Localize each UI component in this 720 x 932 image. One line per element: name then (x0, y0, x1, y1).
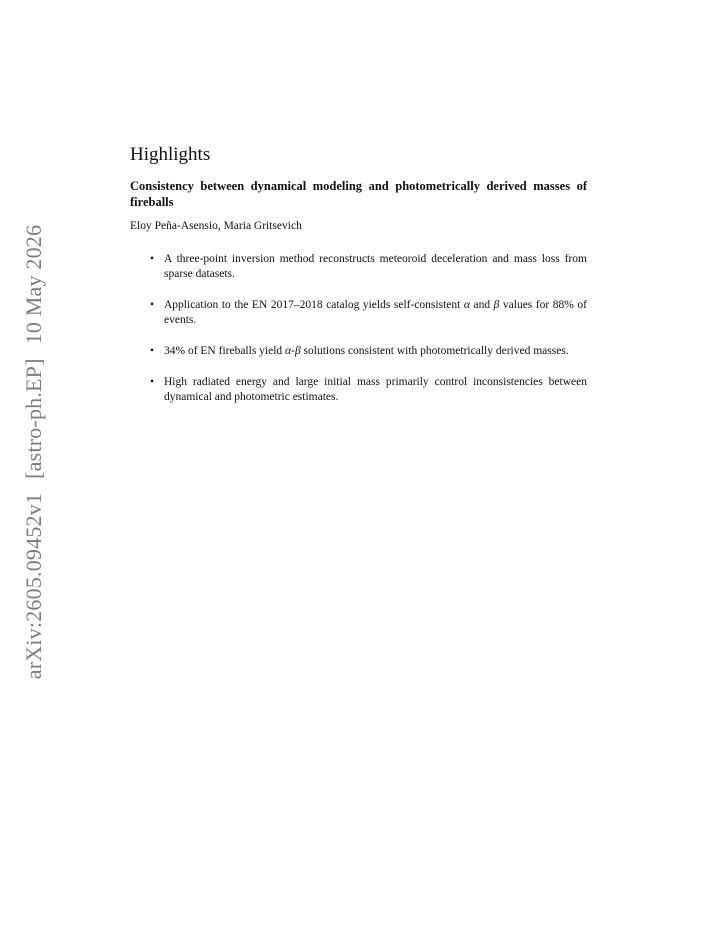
arxiv-side-stamp (21, 225, 47, 679)
highlight-item (150, 375, 587, 405)
paper-authors: Eloy Peña-Asensio, Maria Gritsevich (130, 220, 302, 232)
highlight-text-part: solutions consistent with photometrically derived masses. (300, 345, 569, 357)
highlight-text: High radiated energy and large initial mass primarily control inconsistencies between dynamical and photometric estimates. (164, 376, 587, 403)
highlight-text-part: Application to the EN 2017–2018 catalog yields self-consistent (164, 299, 464, 311)
arxiv-category: [astro-ph.EP] (21, 358, 46, 479)
highlight-text-part: and (469, 299, 494, 311)
beta-symbol: β (294, 345, 301, 357)
highlight-item (150, 298, 588, 328)
highlight-item (150, 252, 587, 282)
highlight-text-part: 34% of EN fireballs yield (164, 345, 286, 357)
beta-symbol: β (493, 299, 500, 311)
paper-title: Consistency between dynamical modeling and photometrically derived masses of fireballs (130, 179, 587, 209)
bullet-icon: • (150, 376, 155, 388)
highlight-text-part: - (291, 345, 295, 357)
highlight-item (150, 344, 587, 359)
section-heading: Highlights (130, 144, 211, 165)
bullet-icon: • (150, 299, 155, 311)
highlight-text-part: values for 88% of events. (164, 299, 588, 326)
bullet-icon: • (150, 345, 155, 357)
arxiv-id: arXiv:2605.09452v1 (21, 492, 46, 680)
highlights-page (130, 144, 587, 421)
alpha-symbol: α (285, 345, 292, 357)
highlights-list (130, 252, 587, 405)
arxiv-date: 10 May 2026 (21, 224, 46, 345)
highlight-text: A three-point inversion method reconstructs meteoroid deceleration and mass loss from sparse datasets. (164, 253, 587, 280)
alpha-symbol: α (463, 299, 470, 311)
bullet-icon: • (150, 253, 155, 265)
